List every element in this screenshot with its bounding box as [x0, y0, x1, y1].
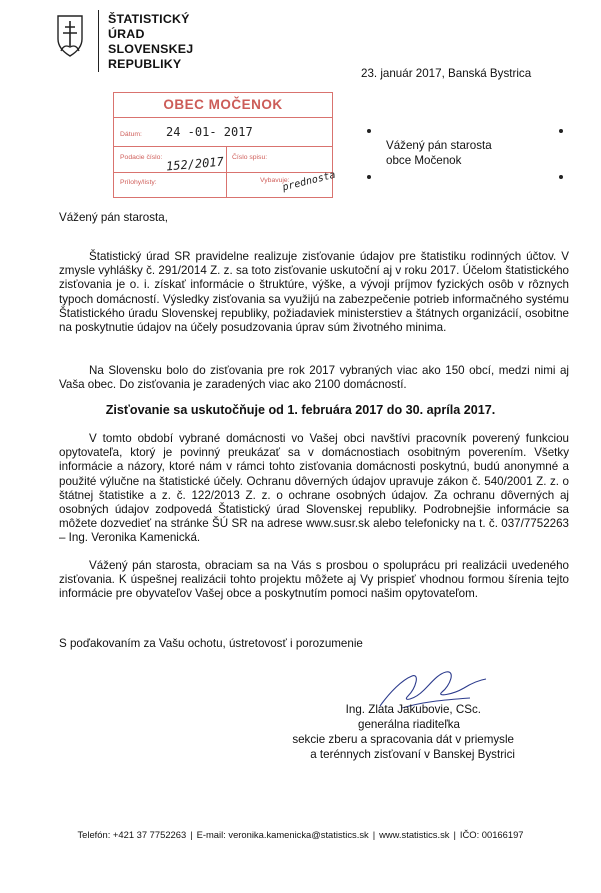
stamp-file-label: Číslo spisu:: [232, 154, 268, 161]
corner-mark: [559, 175, 563, 179]
footer-separator: |: [372, 829, 376, 840]
stamp-handled-label: Vybavuje:: [260, 177, 290, 184]
org-line: ÚRAD: [108, 27, 145, 41]
header-divider: [98, 10, 99, 72]
stamp-handled-value: prednosta: [281, 169, 337, 194]
addressee-block: [386, 138, 492, 168]
stamp-reg-value: 152/2017: [165, 154, 225, 174]
stamp-rule: [114, 117, 332, 118]
addressee-line: obce Močenok: [386, 154, 462, 167]
footer: [0, 829, 601, 840]
paragraph-request: Vážený pán starosta, obraciam sa na Vás s prosbou o spoluprácu pri realizácii uvedeného zisťovania. K úspešnej realizácii tohto projektu môžete aj Vy prispieť vhodnou formou šírenia tejto informácie pre obyvateľov Vašej obce a poskytnutím pomoci našim opytovateľom.: [59, 559, 569, 601]
footer-phone: Telefón: +421 37 7752263: [77, 829, 187, 840]
slovak-coat-of-arms-icon: [57, 15, 83, 57]
org-line: REPUBLIKY: [108, 57, 182, 71]
stamp-date-label: Dátum:: [120, 131, 142, 138]
footer-separator: |: [190, 829, 193, 840]
stamp-date-value: 24 -01- 2017: [166, 125, 253, 139]
stamp-rule: [114, 172, 332, 173]
corner-mark: [559, 129, 563, 133]
corner-mark: [367, 129, 371, 133]
signatory-department: a terénnych zisťovaní v Banskej Bystrici: [310, 748, 515, 761]
signatory-name: Ing. Zlata Jakubovie, CSc.: [345, 703, 481, 716]
salutation: Vážený pán starosta,: [59, 211, 168, 224]
addressee-line: Vážený pán starosta: [386, 139, 492, 152]
paragraph-confidentiality: V tomto období vybrané domácnosti vo Vašej obci navštívi pracovník poverený funkciou opytovateľa, ktorý je povinný preukázať sa v domácnostiach osobitným poverením. Všetky informácie a názory, ktoré nám v rámci tohto zisťovania domácnosti poskytnú, budú anonymné a použité výlučne na štatistické účely. Ochranu dôverných údajov upravuje zákon č. 540/2001 Z. z. o štátnej štatistike a z. č. 122/2013 Z. z. o ochrane osobných údajov. Za ochranu dôverných aj osobných údajov zodpovedá Štatistický úrad Slovenskej republiky. Podrobnejšie informácie sa môžete dozvedieť na stránke ŠÚ SR na adrese www.susr.sk alebo telefonicky na t. č. 037/7752263 – Ing. Veronika Kamenická.: [59, 432, 569, 545]
place-date: 23. január 2017, Banská Bystrica: [361, 67, 532, 80]
footer-email[interactable]: E-mail: veronika.kamenicka@statistics.sk: [196, 829, 369, 840]
org-line: SLOVENSKEJ: [108, 42, 194, 56]
footer-ico: IČO: 00166197: [459, 829, 524, 840]
org-line: ŠTATISTICKÝ: [108, 12, 190, 26]
survey-period-headline: Zisťovanie sa uskutočňuje od 1. februára 2017 do 30. apríla 2017.: [105, 403, 496, 417]
stamp-rule: [114, 146, 332, 147]
stamp-title: OBEC MOČENOK: [163, 97, 283, 112]
stamp-attach-label: Prílohy/listy:: [120, 179, 157, 186]
closing-line: S poďakovaním za Vašu ochotu, ústretovosť i porozumenie: [59, 637, 363, 650]
paragraph-survey: Štatistický úrad SR pravidelne realizuje zisťovanie údajov pre štatistiku rodinných účtov. V zmysle vyhlášky č. 291/2014 Z. z. sa toto zisťovanie uskutoční aj v roku 2017. Účelom štatistického zisťovania je o. i. získať informácie o štruktúre, výške, a vývoji príjmov fyzických osôb v rôznych typoch domácností. Výsledky zisťovania sa využijú na zabezpečenie potrieb informačného systému Štatistického úradu Slovenskej republiky, požiadaviek ministerstiev a štátnych organizácií, osobitne na poskytnutie údajov na účely posudzovania úprav súm životného minima.: [59, 250, 569, 335]
signatory-title: generálna riaditeľka: [358, 718, 460, 731]
footer-separator: |: [453, 829, 456, 840]
footer-website[interactable]: www.statistics.sk: [379, 829, 450, 840]
signatory-department: sekcie zberu a spracovania dát v priemysle: [292, 733, 514, 746]
corner-mark: [367, 175, 371, 179]
paragraph-selection: Na Slovensku bolo do zisťovania pre rok 2017 vybraných viac ako 150 obcí, medzi nimi aj Vaša obec. Do zisťovania je zaradených viac ako 2100 domácností.: [59, 364, 569, 392]
organization-name: [108, 12, 193, 72]
stamp-reg-label: Podacie číslo:: [120, 154, 163, 161]
registry-stamp: [113, 92, 337, 198]
